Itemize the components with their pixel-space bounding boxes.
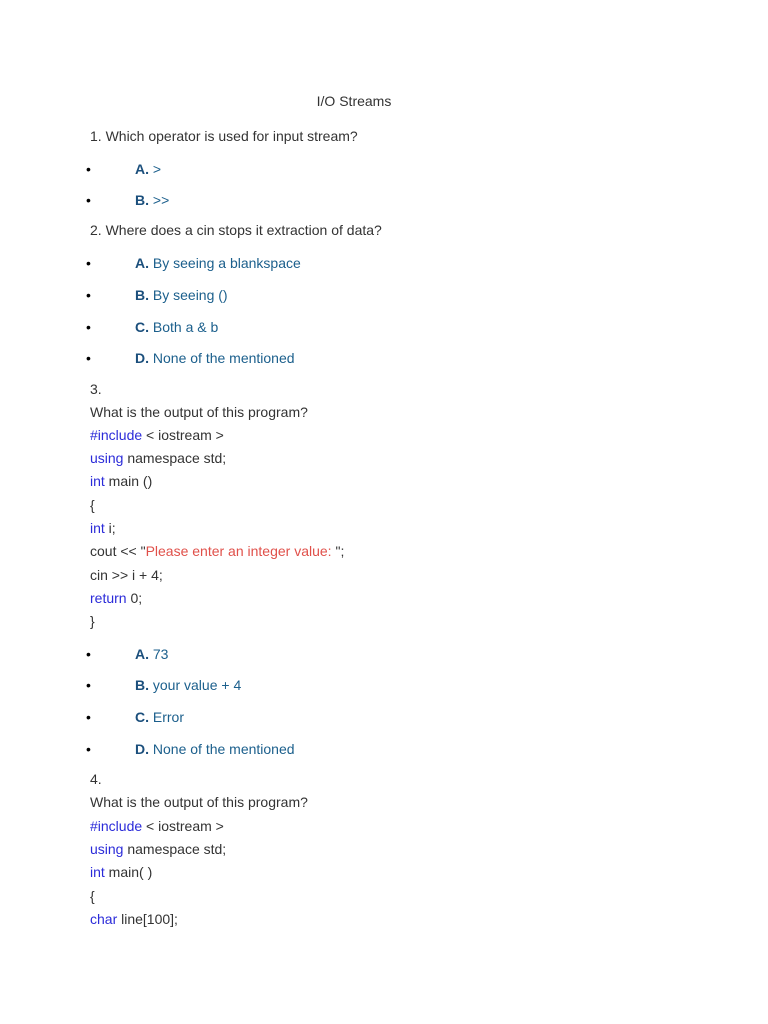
option-label: None of the mentioned [149, 741, 295, 757]
option-label: None of the mentioned [149, 350, 295, 366]
code-text: line[100]; [117, 911, 178, 927]
question-1-option-b[interactable] [0, 191, 700, 209]
option-label: Error [149, 709, 184, 725]
code-text: main( ) [104, 864, 153, 880]
option-letter: B. [135, 677, 149, 693]
code-text: "; [335, 543, 345, 559]
code-line: cin >> i + 4; [90, 567, 163, 583]
bullet-icon: • [86, 255, 91, 271]
question-2-option-a[interactable] [0, 254, 700, 272]
bullet-icon: • [86, 646, 91, 662]
question-2-option-d[interactable] [0, 349, 700, 367]
question-4-prompt: What is the output of this program? [90, 794, 308, 810]
code-line [90, 589, 142, 607]
option-letter: C. [135, 709, 149, 725]
code-keyword: using [90, 841, 124, 857]
code-text: < iostream > [142, 427, 224, 443]
code-line [90, 472, 152, 490]
code-line [90, 542, 344, 560]
code-text: namespace std; [123, 450, 227, 466]
option-letter: A. [135, 161, 149, 177]
question-3-prompt: What is the output of this program? [90, 404, 308, 420]
option-letter: A. [135, 646, 149, 662]
code-text: main () [104, 473, 153, 489]
code-keyword: int [90, 520, 105, 536]
code-text: namespace std; [123, 841, 227, 857]
code-text: i; [104, 520, 116, 536]
option-label: 73 [149, 646, 169, 662]
code-text: < iostream > [142, 818, 224, 834]
option-letter: A. [135, 255, 149, 271]
question-3-option-b[interactable] [0, 676, 700, 694]
option-letter: D. [135, 741, 149, 757]
code-keyword: #include [90, 427, 143, 443]
question-1-option-a[interactable] [0, 160, 700, 178]
code-text: 0; [126, 590, 143, 606]
code-line [90, 840, 226, 858]
option-letter: B. [135, 287, 149, 303]
code-keyword: int [90, 864, 105, 880]
question-1-heading: 1. Which operator is used for input stream? [90, 128, 358, 144]
option-letter: D. [135, 350, 149, 366]
option-label: your value + 4 [149, 677, 242, 693]
bullet-icon: • [86, 319, 91, 335]
option-letter: B. [135, 192, 149, 208]
option-letter: C. [135, 319, 149, 335]
question-2-option-b[interactable] [0, 286, 700, 304]
question-3-option-c[interactable] [0, 708, 700, 726]
code-line [90, 426, 224, 444]
document-title: I/O Streams [316, 93, 392, 109]
code-line: { [90, 888, 95, 904]
option-label: Both a & b [149, 319, 219, 335]
question-2-heading: 2. Where does a cin stops it extraction of data? [90, 222, 382, 238]
code-line [90, 449, 226, 467]
question-2-option-c[interactable] [0, 318, 700, 336]
question-3-option-a[interactable] [0, 645, 700, 663]
code-line [90, 910, 178, 928]
bullet-icon: • [86, 677, 91, 693]
bullet-icon: • [86, 709, 91, 725]
code-text: cout << " [90, 543, 146, 559]
question-4-number: 4. [90, 771, 102, 787]
question-3-option-d[interactable] [0, 740, 700, 758]
bullet-icon: • [86, 192, 91, 208]
code-keyword: int [90, 473, 105, 489]
bullet-icon: • [86, 741, 91, 757]
code-keyword: #include [90, 818, 143, 834]
code-keyword: return [90, 590, 127, 606]
code-line [90, 817, 224, 835]
code-line: } [90, 613, 95, 629]
code-keyword: using [90, 450, 124, 466]
option-label: >> [149, 192, 170, 208]
option-label: > [149, 161, 162, 177]
code-string: Please enter an integer value: [145, 543, 336, 559]
code-keyword: char [90, 911, 118, 927]
bullet-icon: • [86, 287, 91, 303]
code-line [90, 519, 116, 537]
option-label: By seeing () [149, 287, 228, 303]
option-label: By seeing a blankspace [149, 255, 301, 271]
question-3-number: 3. [90, 381, 102, 397]
bullet-icon: • [86, 350, 91, 366]
code-line: { [90, 497, 95, 513]
bullet-icon: • [86, 161, 91, 177]
code-line [90, 863, 152, 881]
